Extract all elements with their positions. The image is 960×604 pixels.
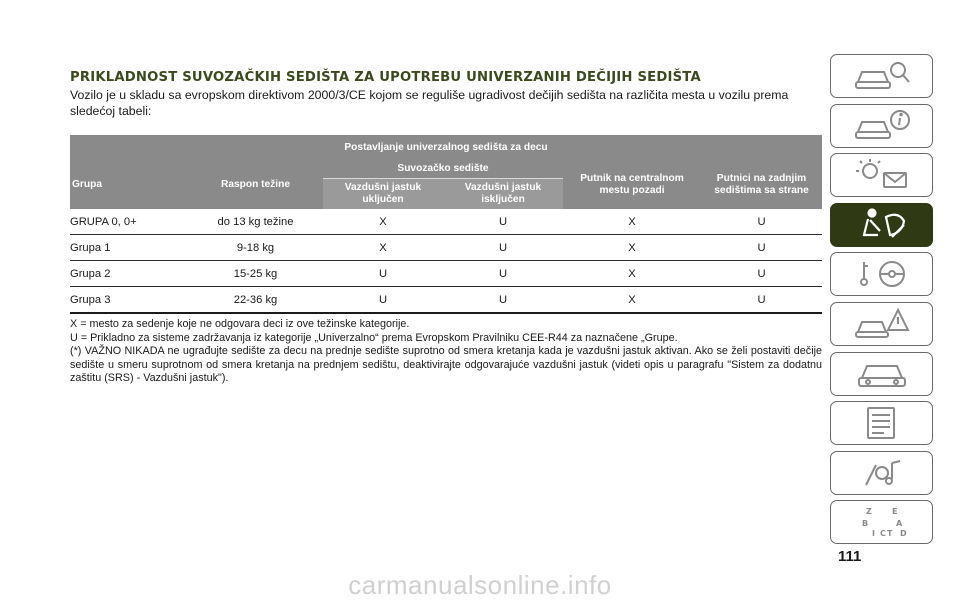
watermark: carmanualsonline.info (348, 570, 612, 600)
page-number: 111 (838, 548, 862, 565)
col-header-group: Grupa (70, 160, 188, 209)
multimedia-icon (852, 455, 912, 491)
cell-rear-side: U (701, 235, 822, 261)
chapter-tab-1[interactable] (830, 54, 933, 98)
col-header-rear-side: Putnici na zadnjim sedištima sa strane (701, 160, 822, 209)
note-u-legend: U = Prikladno za sisteme zadržavanja iz kategorije „Univerzalno“ prema Evropskom Pravilniku CEE-R44 za naznačene „Grupe. (70, 331, 678, 344)
table-notes (70, 318, 822, 386)
cell-group: Grupa 2 (70, 261, 188, 287)
table-row (70, 261, 822, 287)
cell-rear-center: X (563, 287, 701, 314)
cell-group: GRUPA 0, 0+ (70, 209, 188, 235)
col-header-weight: Raspon težine (188, 160, 323, 209)
cell-airbag-on: U (323, 261, 443, 287)
intro-paragraph: Vozilo je u skladu sa evropskom direktivom 2000/3/CE kojom se reguliše ugradivost dečijih sedišta na različita mesta u vozilu prema sledećoj tabeli: (70, 88, 789, 118)
car-breakdown-warning-icon (852, 306, 912, 342)
chapter-tab-2[interactable] (830, 104, 933, 148)
cell-weight: 22-36 kg (188, 287, 323, 314)
index-letter: B (861, 519, 868, 529)
col-header-airbag-off: Vazdušni jastuk isključen (443, 179, 563, 210)
index-letter: Z (865, 507, 872, 517)
col-header-rear-center: Putnik na centralnom mestu pozadi (563, 160, 701, 209)
cell-airbag-off: U (443, 261, 563, 287)
chapter-tab-8[interactable] (830, 401, 933, 445)
key-steering-wheel-icon (852, 256, 912, 292)
cell-airbag-on: X (323, 209, 443, 235)
cell-rear-side: U (701, 209, 822, 235)
chapter-tab-10[interactable] (830, 500, 933, 544)
chapter-tab-6[interactable] (830, 302, 933, 346)
table-header-top: Postavljanje univerzalnog sedišta za decu (70, 135, 822, 160)
table-row (70, 209, 822, 235)
cell-rear-center: X (563, 235, 701, 261)
chapter-tab-3[interactable] (830, 153, 933, 197)
col-header-airbag-on: Vazdušni jastuk uključen (323, 179, 443, 210)
cell-airbag-off: U (443, 235, 563, 261)
chapter-tab-4[interactable] (830, 203, 933, 247)
alphabetical-index-icon (852, 504, 912, 540)
table-row (70, 235, 822, 261)
car-info-icon (852, 108, 912, 144)
table-row (70, 287, 822, 314)
warning-lights-message-icon (852, 157, 912, 193)
index-letter: D (899, 529, 907, 539)
chapter-tab-5[interactable] (830, 252, 933, 296)
chapter-tab-7[interactable] (830, 352, 933, 396)
index-letter: C (879, 529, 886, 539)
chapter-tab-9[interactable] (830, 451, 933, 495)
page-title: PRIKLADNOST SUVOZAČKIH SEDIŠTA ZA UPOTREBU UNIVERZANIH DEČIJIH SEDIŠTA (70, 70, 701, 85)
index-letter: T (886, 529, 892, 539)
cell-weight: 9-18 kg (188, 235, 323, 261)
index-letter: E (891, 507, 897, 517)
cell-group: Grupa 1 (70, 235, 188, 261)
cell-airbag-on: U (323, 287, 443, 314)
col-header-passenger-seat: Suvozačko sedište (323, 160, 563, 179)
seat-safety-airbag-icon (852, 207, 912, 243)
car-service-icon (852, 356, 912, 392)
cell-weight: 15-25 kg (188, 261, 323, 287)
main-content (70, 70, 822, 386)
cell-rear-center: X (563, 261, 701, 287)
cell-airbag-off: U (443, 287, 563, 314)
cell-airbag-off: U (443, 209, 563, 235)
cell-rear-center: X (563, 209, 701, 235)
cell-rear-side: U (701, 261, 822, 287)
cell-airbag-on: X (323, 235, 443, 261)
chapter-sidebar (830, 54, 935, 550)
note-x-legend: X = mesto za sedenje koje ne odgovara deci iz ove težinske kategorije. (70, 318, 410, 330)
note-airbag-warning: (*) VAŽNO NIKADA ne ugrađujte sedište za decu na prednje sedište suprotno od smera kretanja kada je vazdušni jastuk aktivan. Ako se želi postaviti dečije sedište u smeru suprotnom od smera kretanja na prednjem sedištu, deaktivirajte odgovarajuće vazdušni jastuk (videti opis u paragrafu "Sistem za dodatnu zaštitu (SRS) - Vazdušni jastuk"). (70, 345, 822, 384)
cell-rear-side: U (701, 287, 822, 314)
car-search-icon (852, 58, 912, 94)
child-seat-compatibility-table (70, 135, 822, 314)
cell-weight: do 13 kg težine (188, 209, 323, 235)
index-letter: A (895, 519, 902, 529)
cell-group: Grupa 3 (70, 287, 188, 314)
technical-data-list-icon (852, 405, 912, 441)
index-letter: I (871, 529, 875, 539)
